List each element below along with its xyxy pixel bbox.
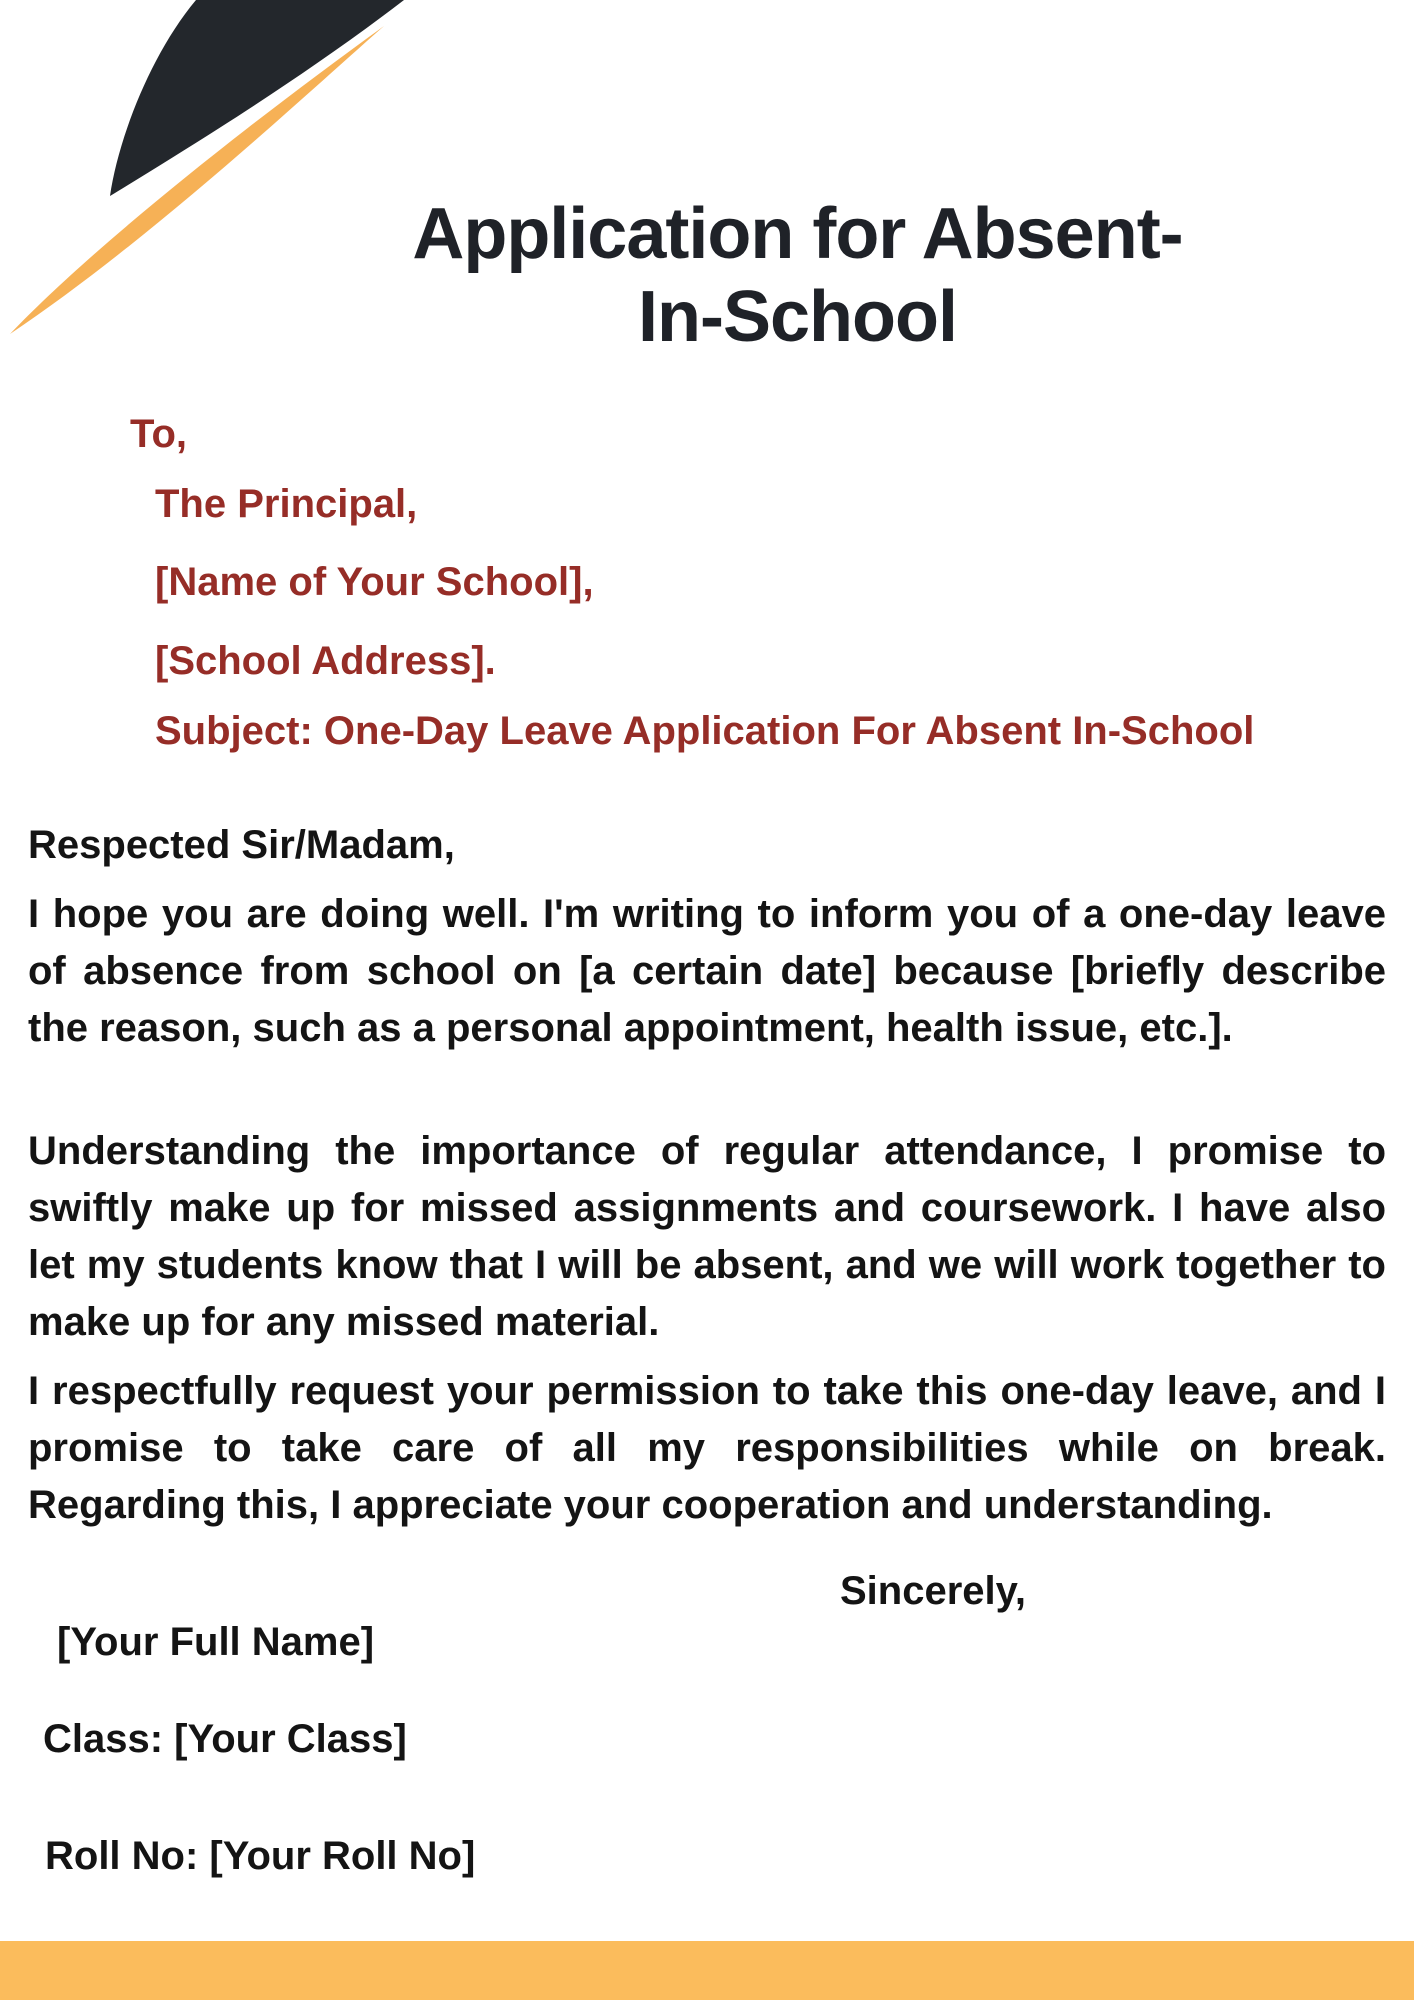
page-title-line2: In-School (638, 277, 957, 357)
letter-subject-line: Subject: One-Day Leave Application For Absent In-School (155, 709, 1255, 753)
page-title-line1: Application for Absent- (412, 194, 1183, 274)
letter-salutation: Respected Sir/Madam, (28, 823, 455, 867)
letter-paragraph-3: I respectfully request your permission to take this one-day leave, and I promise to take care of all my responsibilities while on break. Regarding this, I appreciate your cooperation and understanding. (28, 1369, 1386, 1527)
footer-accent-bar (0, 1941, 1414, 2000)
letter-closing: Sincerely, (840, 1569, 1027, 1613)
signature-class-placeholder: Class: [Your Class] (43, 1717, 407, 1761)
black-swoosh-icon (110, 0, 404, 196)
signature-roll-placeholder: Roll No: [Your Roll No] (45, 1834, 476, 1878)
letter-paragraph-1: I hope you are doing well. I'm writing to inform you of a one-day leave of absence from school on [a certain date] because [briefly describe the reason, such as a personal appointment, health issue, etc.]. (28, 892, 1386, 1050)
page-title (195, 193, 1400, 359)
letter-school-name-placeholder: [Name of Your School], (155, 560, 594, 604)
letter-recipient: The Principal, (155, 482, 418, 526)
letter-school-address-placeholder: [School Address]. (155, 639, 496, 683)
signature-name-placeholder: [Your Full Name] (57, 1620, 375, 1664)
letter-paragraph-2: Understanding the importance of regular attendance, I promise to swiftly make up for missed assignments and coursework. I have also let my students know that I will be absent, and we will work together to make up for any missed material. (28, 1129, 1386, 1344)
letter-to: To, (130, 412, 188, 456)
